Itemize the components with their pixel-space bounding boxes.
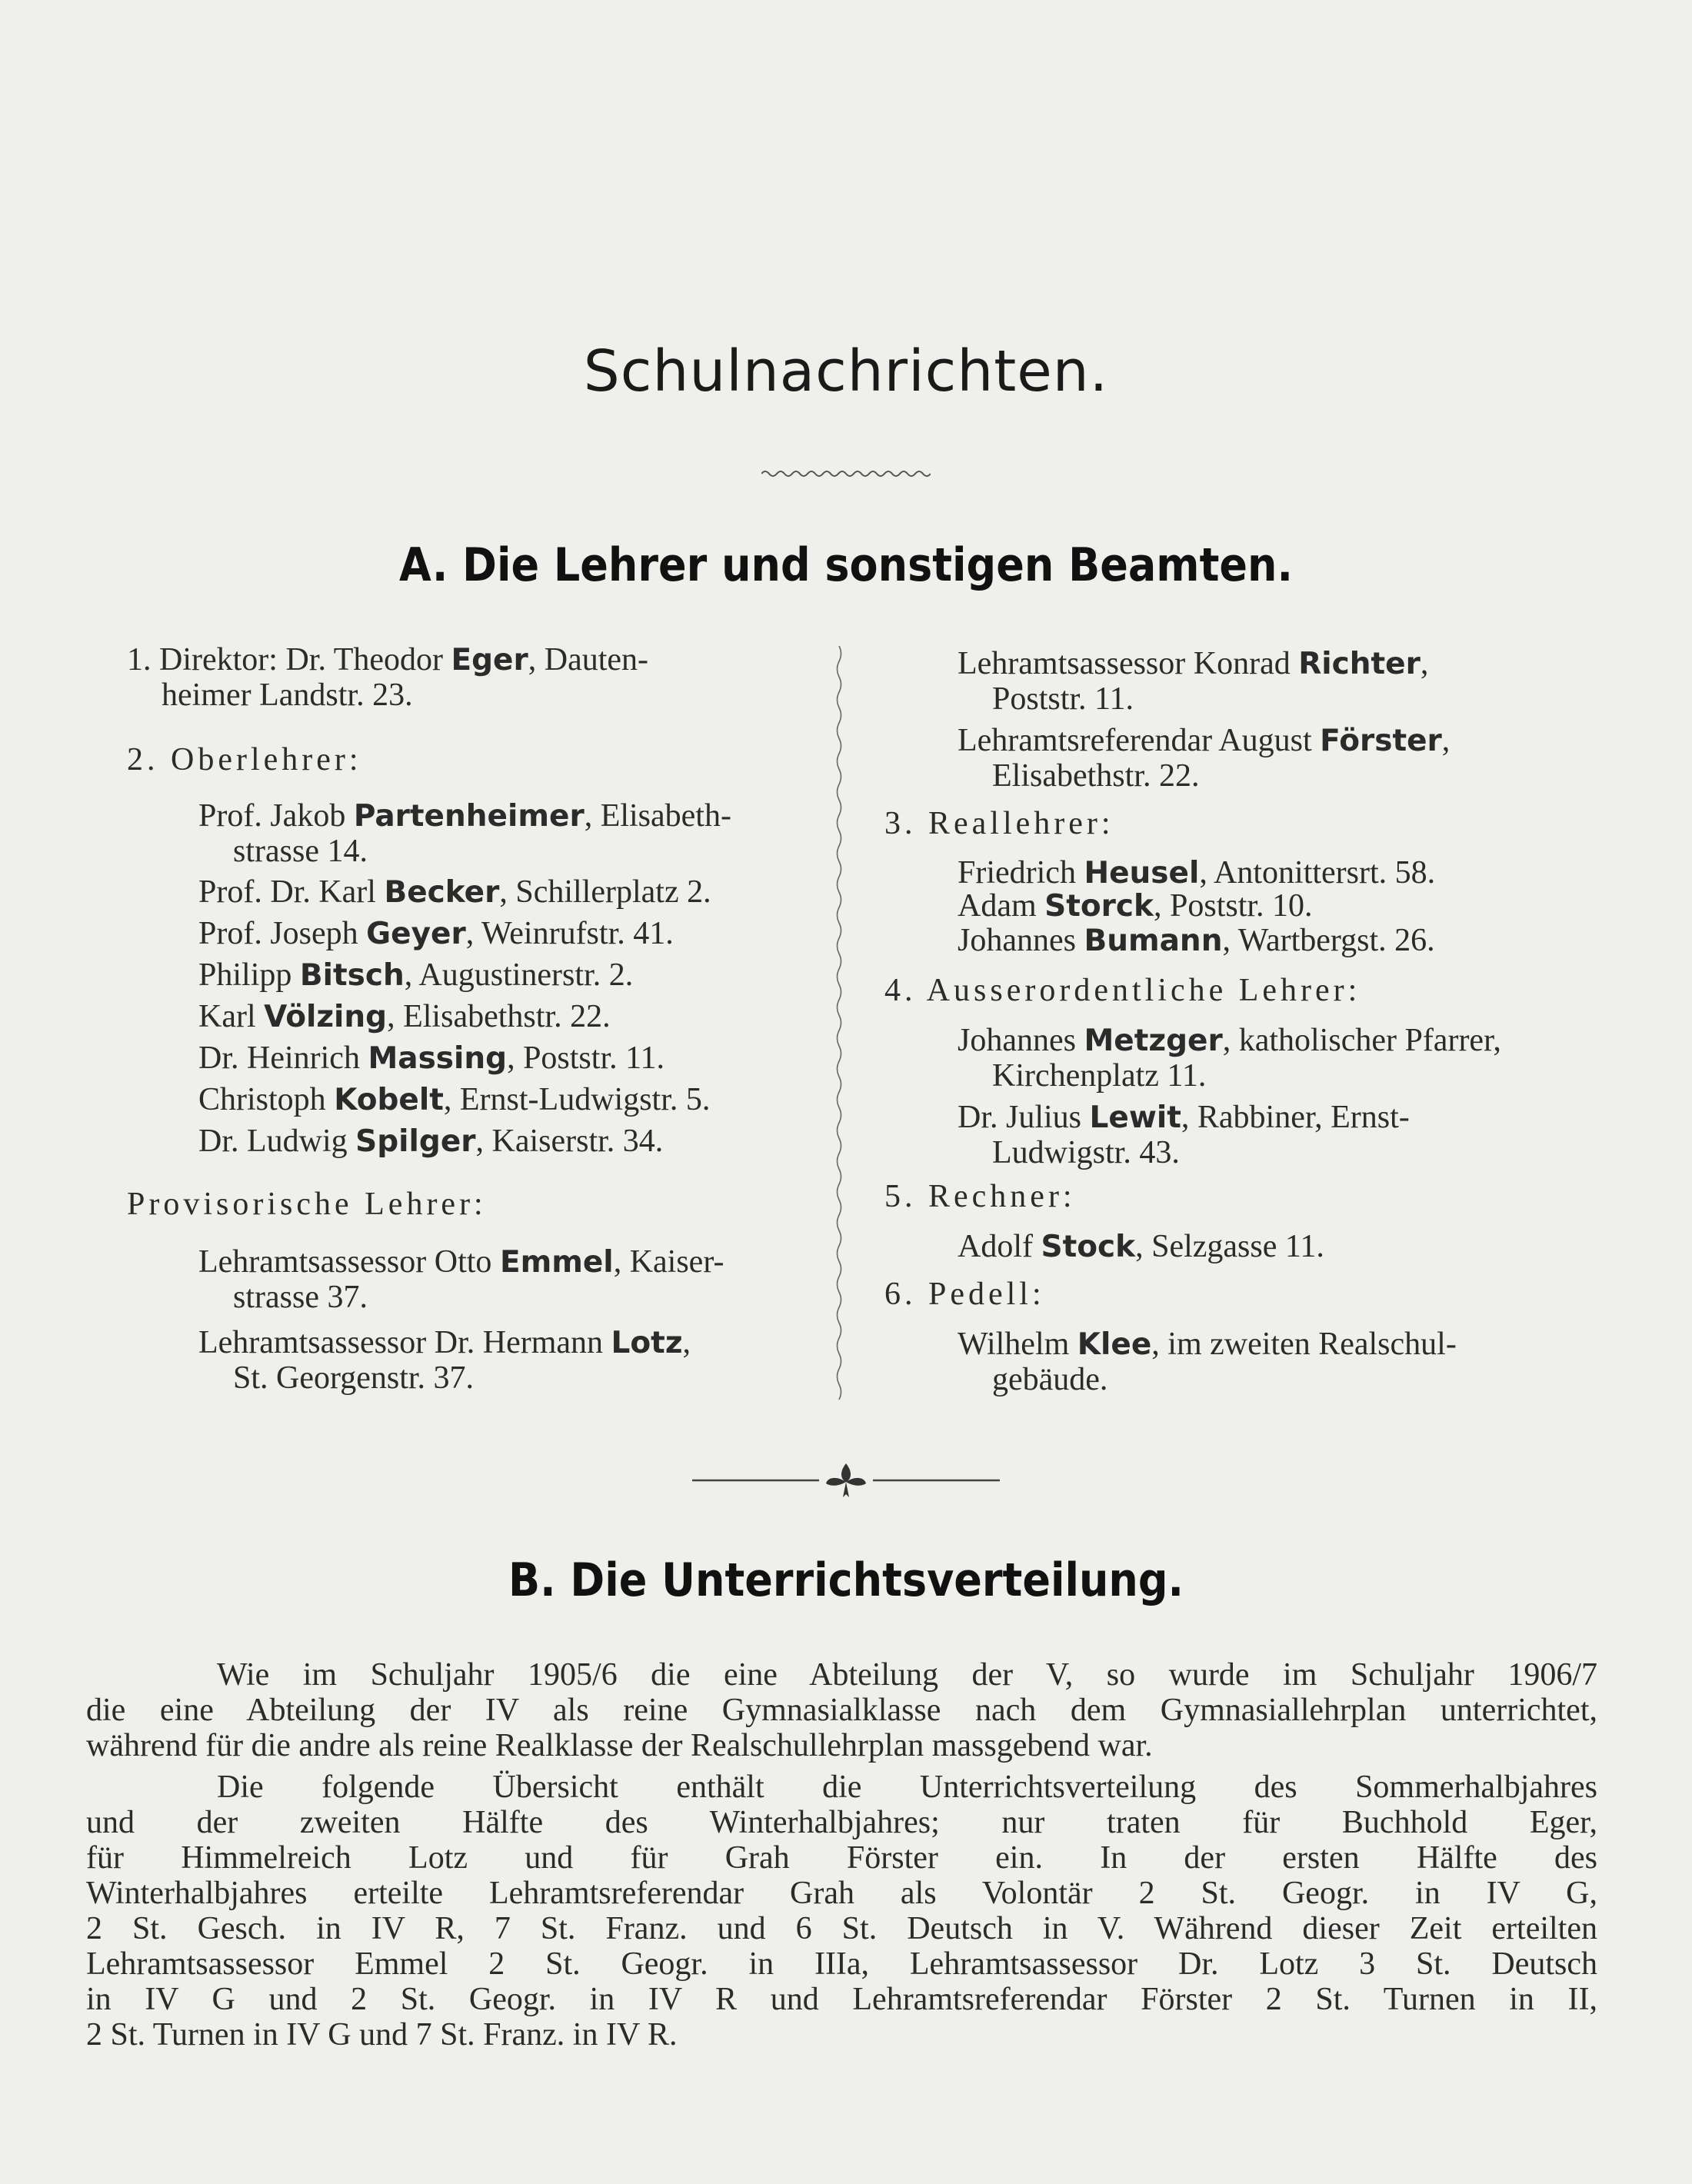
rechner-entry: Adolf Stock, Selzgasse 11. [958,1229,1324,1264]
teacher-entry: Lehramtsassessor Konrad Richter, [958,646,1429,681]
oberlehrer-label: 2. Oberlehrer: [127,742,362,777]
oberlehrer-entry: Prof. Joseph Geyer, Weinrufstr. 41. [198,916,674,951]
teacher-entry-cont: Elisabethstr. 22. [992,758,1200,794]
reallehrer-entry: Johannes Bumann, Wartbergst. 26. [958,923,1435,958]
teacher-entry: Lehramtsreferendar August Förster, [958,723,1451,758]
rechner-label: 5. Rechner: [884,1179,1076,1214]
oberlehrer-entry: Philipp Bitsch, Augustinerstr. 2. [198,957,634,993]
fleuron-divider-ornament [692,1457,1000,1503]
page-title: Schulnachrichten. [583,338,1109,405]
ausserordentlich-entry: Johannes Metzger, katholischer Pfarrer, [958,1023,1501,1058]
ausserordentlich-entry-cont: Ludwigstr. 43. [992,1135,1180,1170]
ausserordentliche-label: 4. Ausserordentliche Lehrer: [884,973,1361,1008]
ausserordentlich-entry-cont: Kirchenplatz 11. [992,1058,1207,1094]
provisional-entry: Lehramtsassessor Otto Emmel, Kaiser- [198,1244,724,1280]
provisional-entry-cont: strasse 37. [233,1280,368,1315]
pedell-entry: Wilhelm Klee, im zweiten Realschul- [958,1327,1457,1362]
paragraph-line: in IV G und 2 St. Geogr. in IV R und Lehramtsreferendar Förster 2 St. Turnen in II, [86,1982,1597,2017]
director-name: Eger [451,643,528,678]
paragraph-line: Lehramtsassessor Emmel 2 St. Geogr. in IIIa, Lehramtsassessor Dr. Lotz 3 St. Deutsch [86,1946,1597,1982]
director-address: heimer Landstr. 23. [162,678,413,713]
reallehrer-label: 3. Reallehrer: [884,806,1114,841]
paragraph-line: für Himmelreich Lotz und für Grah Förster ein. In der ersten Hälfte des [86,1840,1597,1876]
provisional-entry: Lehramtsassessor Dr. Hermann Lotz, [198,1325,691,1360]
pedell-label: 6. Pedell: [884,1277,1045,1312]
oberlehrer-entry: Prof. Jakob Partenheimer, Elisabeth- [198,798,731,834]
pedell-entry-cont: gebäude. [992,1362,1108,1397]
oberlehrer-entry: Dr. Ludwig Spilger, Kaiserstr. 34. [198,1124,664,1159]
paragraph-line: während für die andre als reine Realklasse der Realschullehrplan massgebend war. [86,1728,1153,1763]
oberlehrer-entry-cont: strasse 14. [233,834,368,869]
reallehrer-entry: Adam Storck, Poststr. 10. [958,888,1313,924]
paragraph-line: 2 St. Gesch. in IV R, 7 St. Franz. und 6 St. Deutsch in V. Während dieser Zeit erteilten [86,1911,1597,1946]
provisional-entry-cont: St. Georgenstr. 37. [233,1360,475,1396]
paragraph-line: Die folgende Übersicht enthält die Unterrichtsverteilung des Sommerhalbjahres [217,1770,1597,1805]
paragraph-line: 2 St. Turnen in IV G und 7 St. Franz. in IV R. [86,2017,678,2052]
director-line: 1. Direktor: Dr. Theodor Eger, Dauten- [127,642,649,678]
teaching-distribution-text [86,1657,1597,2052]
paragraph-line: Winterhalbjahres erteilte Lehramtsreferendar Grah als Volontär 2 St. Geogr. in IV G, [86,1876,1597,1911]
oberlehrer-entry: Prof. Dr. Karl Becker, Schillerplatz 2. [198,874,711,910]
paragraph-line: Wie im Schuljahr 1905/6 die eine Abteilung der V, so wurde im Schuljahr 1906/7 [217,1657,1597,1693]
paragraph-line: und der zweiten Hälfte des Winterhalbjahres; nur traten für Buchhold Eger, [86,1805,1597,1840]
oberlehrer-entry: Karl Völzing, Elisabethstr. 22. [198,999,611,1034]
section-a-heading: A. Die Lehrer und sonstigen Beamten. [399,538,1293,592]
reallehrer-entry: Friedrich Heusel, Antonittersrt. 58. [958,855,1436,891]
oberlehrer-entry: Dr. Heinrich Massing, Poststr. 11. [198,1040,665,1076]
oberlehrer-entry: Christoph Kobelt, Ernst-Ludwigstr. 5. [198,1082,711,1117]
paragraph-line: die eine Abteilung der IV als reine Gymnasialklasse nach dem Gymnasiallehrplan unterrichtet, [86,1693,1597,1728]
provisional-label: Provisorische Lehrer: [127,1187,487,1222]
teacher-entry-cont: Poststr. 11. [992,681,1134,717]
section-b-heading: B. Die Unterrichtsverteilung. [508,1553,1184,1607]
ausserordentlich-entry: Dr. Julius Lewit, Rabbiner, Ernst- [958,1100,1410,1135]
